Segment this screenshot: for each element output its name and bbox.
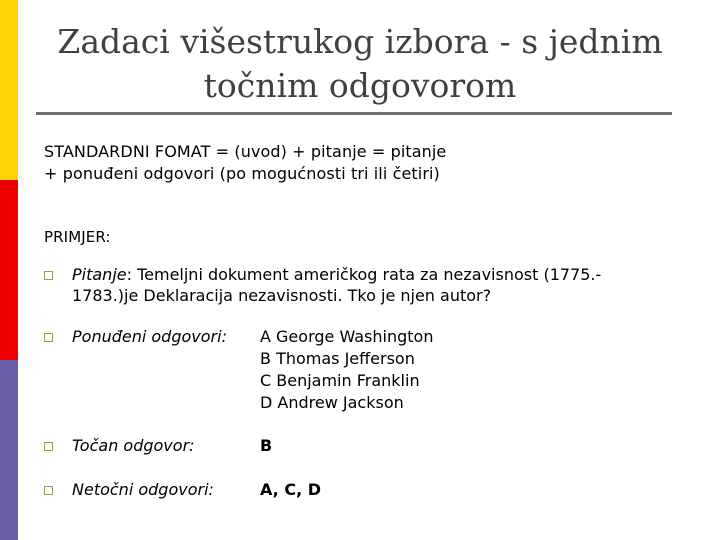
bullet-icon (44, 333, 53, 342)
accent-bar-red (0, 180, 18, 360)
option-a: A George Washington (260, 327, 434, 346)
format-rest: = (uvod) + pitanje = pitanje (210, 142, 447, 161)
incorrect-label-text: Netočni odgovori: (72, 480, 214, 499)
bullet-icon (44, 442, 53, 451)
format-bold-label: STANDARDNI FOMAT (44, 142, 211, 161)
correct-label-text: Točan odgovor: (72, 436, 195, 455)
option-c: C Benjamin Franklin (260, 371, 420, 390)
option-b: B Thomas Jefferson (260, 349, 415, 368)
format-line-2: + ponuđeni odgovori (po mogućnosti tri ili četiri) (44, 164, 440, 183)
slide-title (40, 20, 680, 108)
example-label: PRIMJER: (44, 228, 111, 246)
title-divider (36, 112, 672, 115)
incorrect-label (72, 480, 214, 499)
question-label: Pitanje (72, 265, 127, 284)
correct-answer: B (260, 436, 273, 455)
offered-label-text: Ponuđeni odgovori: (72, 327, 227, 346)
correct-label (72, 436, 195, 455)
question-line-2: 1783.)je Deklaracija nezavisnosti. Tko je njen autor? (72, 286, 492, 305)
incorrect-answers: A, C, D (260, 480, 321, 499)
question-text-1: : Temeljni dokument američkog rata za nezavisnost (1775.- (126, 265, 602, 284)
bullet-icon (44, 486, 53, 495)
option-d: D Andrew Jackson (260, 393, 404, 412)
title-line-1: Zadaci višestrukog izbora - s jednim (57, 22, 663, 61)
offered-label (72, 327, 227, 346)
bullet-icon (44, 271, 53, 280)
format-line-1 (44, 142, 446, 161)
title-line-2: točnim odgovorom (203, 66, 517, 105)
accent-bar-yellow (0, 0, 18, 180)
accent-bar-purple (0, 360, 18, 540)
question-line-1 (72, 265, 601, 284)
